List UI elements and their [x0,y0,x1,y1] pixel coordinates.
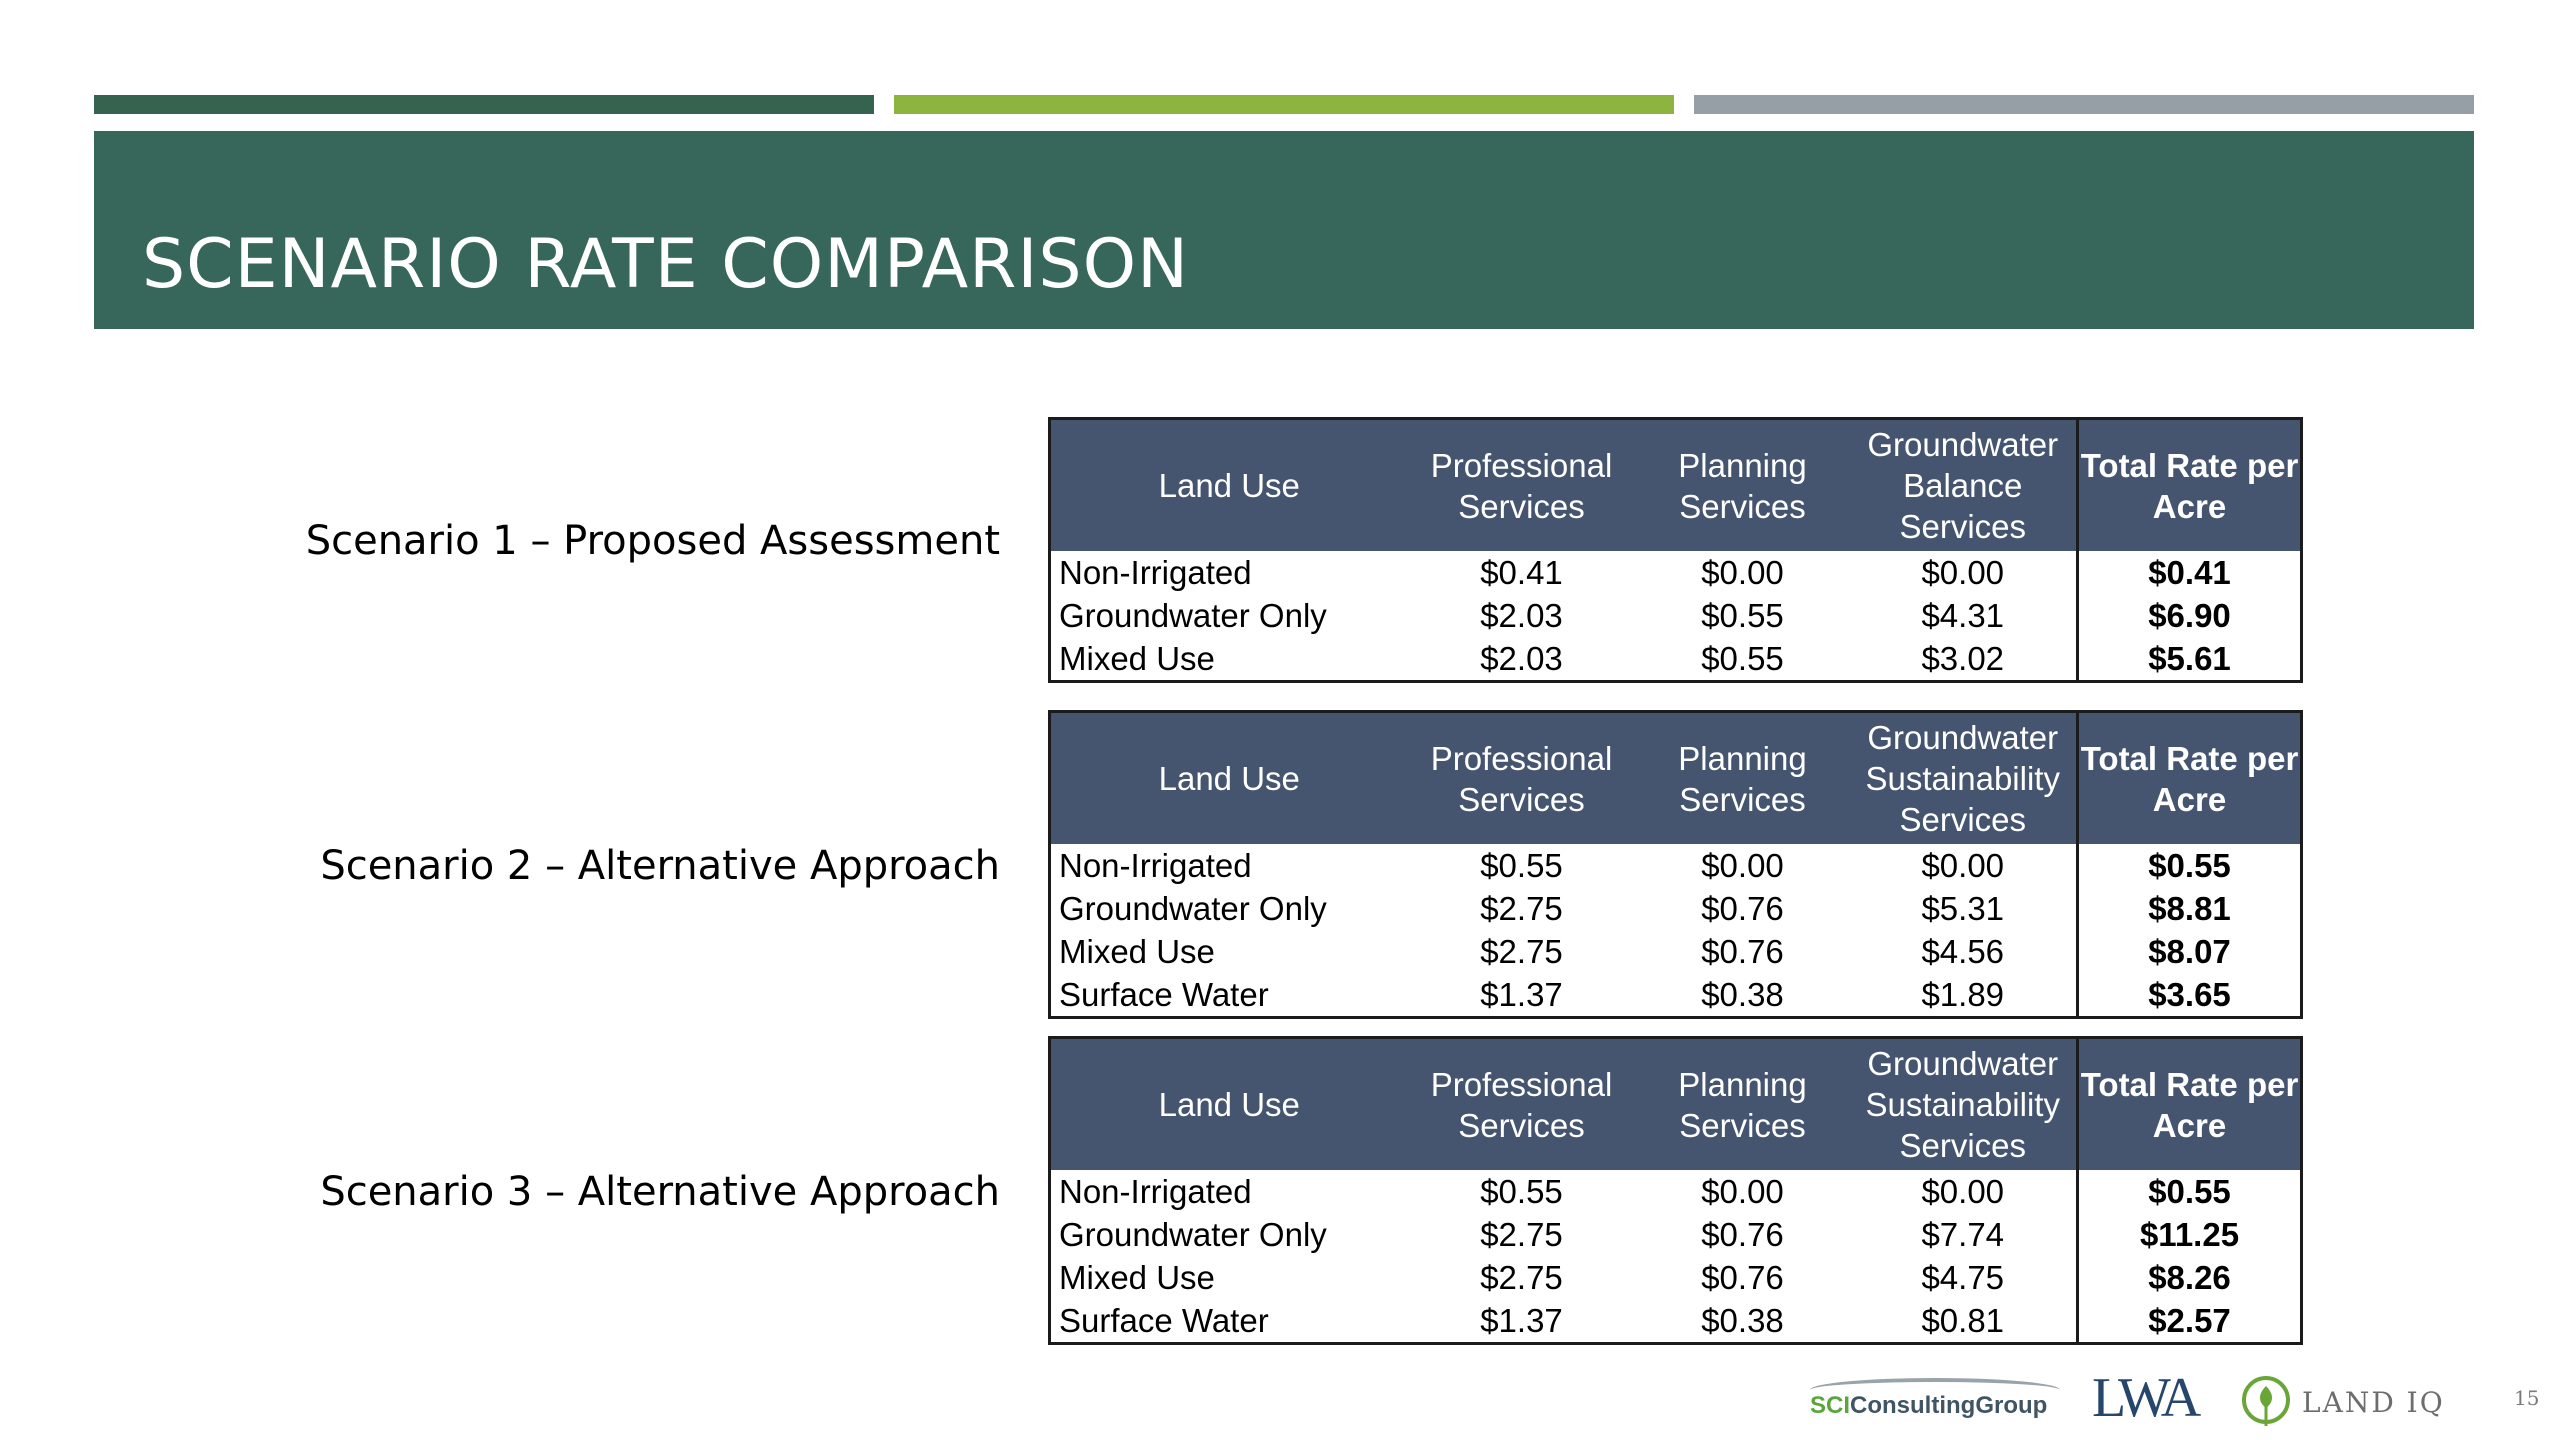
footer-logos [1810,1368,2460,1440]
accent-bar-dark-green [94,95,874,114]
sci-logo-part2: ConsultingGroup [1850,1392,2048,1419]
land-use-cell: Mixed Use [1059,640,1215,677]
total-cell: $0.55 [2078,1170,2302,1213]
total-cell: $6.90 [2078,594,2302,637]
header-land-use: Land Use [1050,1038,1408,1171]
header-total-rate: Total Rate per Acre [2078,1038,2302,1171]
total-cell: $0.55 [2078,844,2302,887]
professional-cell: $1.37 [1480,976,1563,1013]
planning-cell: $0.38 [1701,1302,1784,1339]
header-total-rate: Total Rate per Acre [2078,419,2302,552]
professional-cell: $1.37 [1480,1302,1563,1339]
header-planning-services: Planning Services [1636,712,1850,845]
land-use-cell: Non-Irrigated [1059,1173,1252,1210]
land-use-cell: Surface Water [1059,976,1269,1013]
land-use-cell: Surface Water [1059,1302,1269,1339]
groundwater-cell: $5.31 [1921,890,2005,927]
planning-cell: $0.00 [1701,1173,1784,1210]
page-number: 15 [2514,1386,2540,1410]
table-row [1050,887,2302,930]
scenario-3-label: Scenario 3 – Alternative Approach [320,1169,1000,1215]
total-cell: $8.81 [2078,887,2302,930]
table-row [1050,930,2302,973]
planning-cell: $0.00 [1701,847,1784,884]
professional-cell: $2.75 [1480,933,1563,970]
total-cell: $8.26 [2078,1256,2302,1299]
planning-cell: $0.76 [1701,890,1784,927]
header-groundwater-services: Groundwater Sustainability Services [1850,712,2078,845]
table-row [1050,1256,2302,1299]
table-header-row [1050,712,2302,845]
land-iq-leaf-icon [2240,1372,2296,1428]
land-use-cell: Non-Irrigated [1059,847,1252,884]
sci-logo-part1: SCI [1810,1392,1851,1419]
sci-consulting-group-logo [1810,1378,2060,1426]
land-iq-logo [2240,1372,2460,1432]
header-total-rate: Total Rate per Acre [2078,712,2302,845]
planning-cell: $0.76 [1701,1259,1784,1296]
groundwater-cell: $7.74 [1921,1216,2005,1253]
total-cell: $3.65 [2078,973,2302,1018]
professional-cell: $2.03 [1480,640,1563,677]
scenario-2-table [1048,710,2303,1019]
table-row [1050,1213,2302,1256]
professional-cell: $0.41 [1480,554,1563,591]
planning-cell: $0.76 [1701,1216,1784,1253]
table-header-row [1050,1038,2302,1171]
groundwater-cell: $4.31 [1921,597,2005,634]
header-land-use: Land Use [1050,419,1408,552]
sci-logo-text [1810,1392,2047,1420]
header-land-use: Land Use [1050,712,1408,845]
total-cell: $0.41 [2078,551,2302,594]
page-title: SCENARIO RATE COMPARISON [142,225,1189,304]
planning-cell: $0.00 [1701,554,1784,591]
land-use-cell: Groundwater Only [1059,890,1327,927]
table-row [1050,551,2302,594]
header-groundwater-services: Groundwater Sustainability Services [1850,1038,2078,1171]
groundwater-cell: $0.00 [1921,847,2005,884]
groundwater-cell: $0.00 [1921,1173,2005,1210]
accent-bar-gray [1694,95,2474,114]
planning-cell: $0.38 [1701,976,1784,1013]
total-cell: $11.25 [2078,1213,2302,1256]
header-groundwater-services: Groundwater Balance Services [1850,419,2078,552]
table-header-row [1050,419,2302,552]
header-planning-services: Planning Services [1636,1038,1850,1171]
total-cell: $5.61 [2078,637,2302,682]
land-use-cell: Mixed Use [1059,1259,1215,1296]
header-professional-services: Professional Services [1408,712,1636,845]
planning-cell: $0.55 [1701,640,1784,677]
table-row [1050,594,2302,637]
accent-bar-light-green [894,95,1674,114]
professional-cell: $2.03 [1480,597,1563,634]
land-iq-logo-text: LAND IQ [2302,1386,2445,1419]
professional-cell: $2.75 [1480,1259,1563,1296]
professional-cell: $0.55 [1480,847,1563,884]
table-row [1050,637,2302,682]
groundwater-cell: $0.81 [1921,1302,2005,1339]
professional-cell: $2.75 [1480,890,1563,927]
land-use-cell: Non-Irrigated [1059,554,1252,591]
groundwater-cell: $1.89 [1921,976,2005,1013]
professional-cell: $0.55 [1480,1173,1563,1210]
total-cell: $8.07 [2078,930,2302,973]
scenario-2-label: Scenario 2 – Alternative Approach [320,843,1000,889]
table-row [1050,844,2302,887]
planning-cell: $0.55 [1701,597,1784,634]
groundwater-cell: $0.00 [1921,554,2005,591]
land-use-cell: Groundwater Only [1059,597,1327,634]
groundwater-cell: $4.56 [1921,933,2005,970]
scenario-1-table [1048,417,2303,683]
table-row [1050,973,2302,1018]
header-professional-services: Professional Services [1408,1038,1636,1171]
scenario-1-label: Scenario 1 – Proposed Assessment [305,518,1000,564]
land-use-cell: Groundwater Only [1059,1216,1327,1253]
table-row [1050,1170,2302,1213]
planning-cell: $0.76 [1701,933,1784,970]
header-professional-services: Professional Services [1408,419,1636,552]
total-cell: $2.57 [2078,1299,2302,1344]
scenario-3-table [1048,1036,2303,1345]
professional-cell: $2.75 [1480,1216,1563,1253]
groundwater-cell: $4.75 [1921,1259,2005,1296]
groundwater-cell: $3.02 [1921,640,2005,677]
land-use-cell: Mixed Use [1059,933,1215,970]
lwa-logo: LWA [2092,1367,2198,1429]
title-band [94,131,2474,329]
table-row [1050,1299,2302,1344]
header-planning-services: Planning Services [1636,419,1850,552]
